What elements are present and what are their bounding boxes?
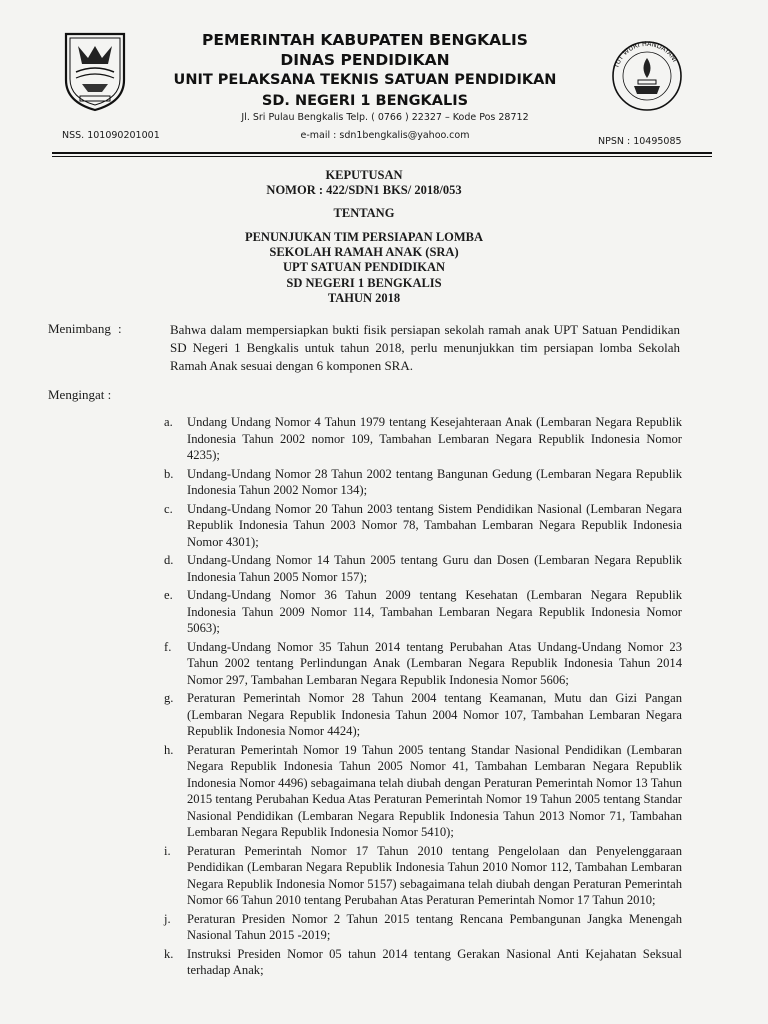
list-item-text: Instruksi Presiden Nomor 05 tahun 2014 tentang Gerakan Nasional Anti Kejahatan Seksual terhadap Anak; xyxy=(187,946,682,977)
list-item-text: Undang-Undang Nomor 36 Tahun 2009 tentang Kesehatan (Lembaran Negara Republik Indonesia Tahun 2009 Nomor 114, Tambahan Lembaran Negara Republik Indonesia Nomor 5063); xyxy=(187,588,682,635)
letterhead-government: PEMERINTAH KABUPATEN BENGKALIS xyxy=(202,31,528,49)
regency-coat-of-arms-icon xyxy=(58,28,132,114)
considering-text: Bahwa dalam mempersiapkan bukti fisik persiapan sekolah ramah anak UPT Satuan Pendidikan SD Negeri 1 Bengkalis untuk tahun 2018, perlu menunjukkan tim persiapan lomba Sekolah Ramah Anak sesuai dengan 6 komponen SRA. xyxy=(170,322,680,373)
npsn-number: NPSN : 10495085 xyxy=(598,136,682,147)
decree-subject-line: PENUNJUKAN TIM PERSIAPAN LOMBA xyxy=(244,230,484,244)
letterhead-rule xyxy=(52,152,712,154)
list-item-text: Peraturan Pemerintah Nomor 17 Tahun 2010 tentang Pengelolaan dan Penyelenggaraan Pendidikan (Lembaran Negara Republik Indonesia Tahun 2010 Nomor 112, Tambahan Lembaran Negara Republik Indonesia Nomor 5157) sebagaimana telah diubah dengan Peraturan Pemerintah Nomor 66 Tahun 2010 tentang Perubahan Atas Peraturan Pemerintah Nomor 17 Tahun 2010; xyxy=(187,843,682,907)
list-item xyxy=(160,911,682,944)
list-item xyxy=(160,690,682,740)
tut-wuri-handayani-icon xyxy=(604,36,690,112)
list-item-text: Undang-Undang Nomor 14 Tahun 2005 tentang Guru dan Dosen (Lembaran Negara Republik Indonesia Tahun 2005 Nomor 157); xyxy=(187,553,682,584)
list-marker: f. xyxy=(164,639,172,654)
legal-basis-list xyxy=(160,414,682,981)
list-item xyxy=(160,843,682,909)
list-item xyxy=(160,742,682,841)
considering-label: Menimbang xyxy=(48,321,111,336)
letterhead-rule-thin xyxy=(52,156,712,157)
list-marker: d. xyxy=(164,553,174,567)
list-marker: j. xyxy=(164,911,171,926)
list-item-text: Peraturan Presiden Nomor 2 Tahun 2015 tentang Rencana Pembangunan Jangka Menengah Nasional Tahun 2015 -2019; xyxy=(187,911,682,942)
nss-number: NSS. 101090201001 xyxy=(62,130,160,141)
list-marker: h. xyxy=(164,742,174,757)
recalling-label: Mengingat : xyxy=(48,387,112,402)
list-marker: c. xyxy=(164,501,173,516)
decree-number: NOMOR : 422/SDN1 BKS/ 2018/053 xyxy=(266,183,462,197)
list-item xyxy=(160,639,682,689)
list-item xyxy=(160,587,682,637)
list-item-text: Undang-Undang Nomor 20 Tahun 2003 tentang Sistem Pendidikan Nasional (Lembaran Negara Republik Indonesia Tahun 2003 Nomor 78, Tambahan Lembaran Negara Republik Indonesia Nomor 4301); xyxy=(187,501,682,549)
list-item-text: Undang Undang Nomor 4 Tahun 1979 tentang Kesejahteraan Anak (Lembaran Negara Republik Indonesia Tahun 2002 nomor 109, Tambahan Lembaran Negara Republik Indonesia Nomor 4235); xyxy=(187,415,682,462)
list-marker: e. xyxy=(164,588,173,602)
list-item xyxy=(160,501,682,551)
list-item xyxy=(160,946,682,979)
list-item-text: Undang-Undang Nomor 35 Tahun 2014 tentang Perubahan Atas Undang-Undang Nomor 23 Tahun 2002 tentang Perlindungan Anak (Lembaran Negara Republik Indonesia Tahun 2014 Nomor 297, Tambahan Lembaran Negara Republik Indonesia Nomor 5606; xyxy=(187,639,682,687)
decree-subject-line: UPT SATUAN PENDIDIKAN xyxy=(282,260,446,274)
letterhead xyxy=(130,30,600,112)
decree-about-label: TENTANG xyxy=(333,206,395,220)
decree-subject-line: SD NEGERI 1 BENGKALIS xyxy=(286,276,442,290)
list-marker: b. xyxy=(164,466,174,481)
list-item-text: Peraturan Pemerintah Nomor 19 Tahun 2005 tentang Standar Nasional Pendidikan (Lembaran Negara Republik Indonesia Tahun 2005 Nomor 41, Tambahan Lembaran Negara Republik Indonesia Nomor 4496) sebagaimana telah diubah dengan Peraturan Pemerintah Nomor 13 Tahun 2015 tentang Perubahan Kedua Atas Peraturan Pemerintah Nomor 19 Tahun 2005 tentang Standar Nasional Pendidikan (Lembaran Negara Republik Indonesia Tahun 2013 Nomor 71, Tambahan Lembaran Negara Republik Indonesia Nomor 5410); xyxy=(187,742,682,839)
list-marker: g. xyxy=(164,691,174,705)
list-item xyxy=(160,552,682,585)
letterhead-department: DINAS PENDIDIKAN xyxy=(280,51,450,69)
considering-colon: : xyxy=(118,321,122,336)
letterhead-school: SD. NEGERI 1 BENGKALIS xyxy=(261,93,469,109)
list-item xyxy=(160,414,682,464)
list-marker: i. xyxy=(164,843,171,858)
decree-subject-line: TAHUN 2018 xyxy=(327,291,401,305)
decree-subject-line: SEKOLAH RAMAH ANAK (SRA) xyxy=(269,245,459,259)
decree-heading: KEPUTUSAN xyxy=(325,168,403,182)
list-marker: a. xyxy=(164,415,173,429)
letterhead-email: e-mail : sdn1bengkalis@yahoo.com xyxy=(300,130,470,141)
list-item-text: Undang-Undang Nomor 28 Tahun 2002 tentang Bangunan Gedung (Lembaran Negara Republik Indonesia Tahun 2002 Nomor 134); xyxy=(187,466,682,497)
svg-text:TUT WURI HANDAYANI: TUT WURI HANDAYANI xyxy=(612,39,679,70)
list-item-text: Peraturan Pemerintah Nomor 28 Tahun 2004 tentang Keamanan, Mutu dan Gizi Pangan (Lembaran Negara Republik Indonesia Tahun 2004 Nomor 107, Tambahan Lembaran Negara Republik Indonesia Nomor 4424); xyxy=(187,691,682,738)
letterhead-unit: UNIT PELAKSANA TEKNIS SATUAN PENDIDIKAN xyxy=(173,72,557,88)
list-item xyxy=(160,466,682,499)
list-marker: k. xyxy=(164,946,174,961)
letterhead-address: Jl. Sri Pulau Bengkalis Telp. ( 0766 ) 22327 – Kode Pos 28712 xyxy=(241,112,529,123)
